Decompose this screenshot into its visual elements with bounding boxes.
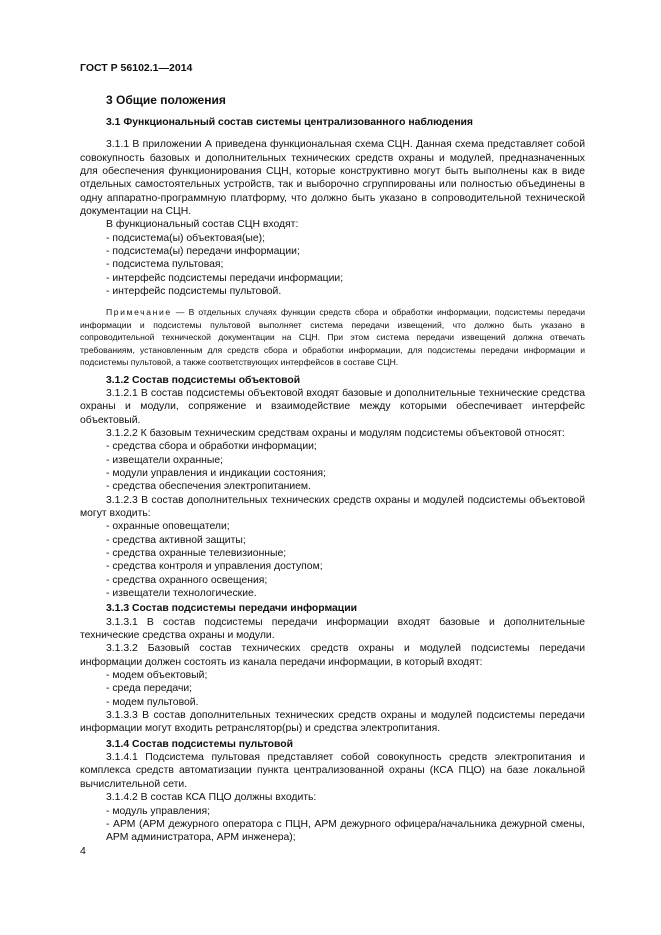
- list-item: - извещатели охранные;: [106, 454, 224, 466]
- subsection-heading-3-1-2: 3.1.2 Состав подсистемы объектовой: [106, 374, 301, 386]
- list-item: - средства сбора и обработки информации;: [106, 441, 317, 453]
- paragraph-3-1-3-1: 3.1.3.1 В состав подсистемы передачи информации входят базовые и дополнительные технические средства охраны и модули.: [80, 616, 585, 642]
- paragraph-composition-intro: В функциональный состав СЦН входят:: [106, 219, 299, 231]
- list-item: - подсистема(ы) передачи информации;: [106, 246, 300, 258]
- list-item: - средства охранные телевизионные;: [106, 547, 287, 559]
- subsection-heading-3-1-3: 3.1.3 Состав подсистемы передачи информации: [106, 603, 357, 615]
- paragraph-3-1-2-1: 3.1.2.1 В состав подсистемы объектовой входят базовые и дополнительные технические средства охраны и модули, сопряжение и взаимодействие между которыми обеспечивает интерфейс объектовый.: [80, 387, 585, 426]
- note-label: Примечание: [106, 307, 172, 318]
- paragraph-3-1-4-2: 3.1.4.2 В состав КСА ПЦО должны входить:: [106, 792, 317, 804]
- note: [80, 306, 585, 368]
- list-item: - модем пультовой.: [106, 696, 199, 708]
- document-id: ГОСТ Р 56102.1—2014: [80, 62, 193, 74]
- list-item: - интерфейс подсистемы пультовой.: [106, 286, 282, 298]
- paragraph-3-1-1: 3.1.1 В приложении А приведена функциональная схема СЦН. Данная схема представляет собой совокупность базовых и дополнительных технических средств охраны и модулей, предназначенных для обеспечения функционирования СЦН, которые конструктивно могут быть выполнены как в виде отдельных самостоятельных устройств, так и выборочно сгруппированы или полностью объединены в одну аппаратно-программную платформу, что должно быть указано в сопроводительной технической документации на СЦН.: [80, 139, 585, 218]
- list-item: - извещатели технологические.: [106, 588, 257, 599]
- document-body: [80, 93, 585, 845]
- list-item: - среда передачи;: [106, 683, 193, 695]
- list-item: - средства охранного освещения;: [106, 574, 268, 586]
- section-title: 3 Общие положения: [106, 93, 226, 107]
- list-item: - модули управления и индикации состояния;: [106, 467, 326, 479]
- paragraph-3-1-2-2: 3.1.2.2 К базовым техническим средствам охраны и модулям подсистемы объектовой относят:: [106, 427, 565, 439]
- subsection-heading-3-1-4: 3.1.4 Состав подсистемы пультовой: [106, 738, 293, 750]
- list-item: - модуль управления;: [106, 805, 210, 817]
- paragraph-3-1-3-3: 3.1.3.3 В состав дополнительных технических средств охраны и модулей подсистемы передачи информации могут входить ретранслятор(ры) и средства электропитания.: [80, 710, 585, 735]
- list-item: - средства активной защиты;: [106, 534, 246, 546]
- list-item: - подсистема пультовая;: [106, 259, 224, 271]
- list-item: - подсистема(ы) объектовая(ые);: [106, 232, 266, 244]
- list-item: - средства контроля и управления доступом;: [106, 561, 323, 573]
- list-item: - АРМ (АРМ дежурного оператора с ПЦН, АРМ дежурного офицера/начальника дежурной смены, АРМ администратора, АРМ инженера);: [106, 818, 585, 844]
- list-item: - средства обеспечения электропитанием.: [106, 481, 311, 493]
- list-item: - охранные оповещатели;: [106, 521, 230, 533]
- note-text: — В отдельных случаях функции средств сбора и обработки информации, подсистемы передачи информации и подсистемы пультовой выполняет система передачи извещений, что должно быть указано в сопроводительной технической документации на СЦН. При этом система передачи извещений должна отвечать требованиям, установленным для средств сбора и обработки информации, для подсистемы передачи информации и подсистемы пультовой, а также соответствующих интерфейсов в составе СЦН.: [80, 307, 585, 368]
- subsection-heading-3-1: 3.1 Функциональный состав системы централизованного наблюдения: [106, 117, 473, 128]
- list-item: - модем объектовый;: [106, 670, 208, 682]
- list-item: - интерфейс подсистемы передачи информации;: [106, 272, 344, 284]
- paragraph-3-1-4-1: 3.1.4.1 Подсистема пультовая представляет собой совокупность средств электропитания и комплекса средств автоматизации пункта централизованной охраны (КСА ПЦО) на базе локальной вычислительной сети.: [80, 752, 585, 790]
- paragraph-3-1-3-2: 3.1.3.2 Базовый состав технических средств охраны и модулей подсистемы передачи информации должен состоять из канала передачи информации, в который входят:: [80, 643, 585, 668]
- paragraph-3-1-2-3: 3.1.2.3 В состав дополнительных технических средств охраны и модулей подсистемы объектовой могут входить:: [80, 494, 585, 519]
- page-number: 4: [80, 845, 86, 857]
